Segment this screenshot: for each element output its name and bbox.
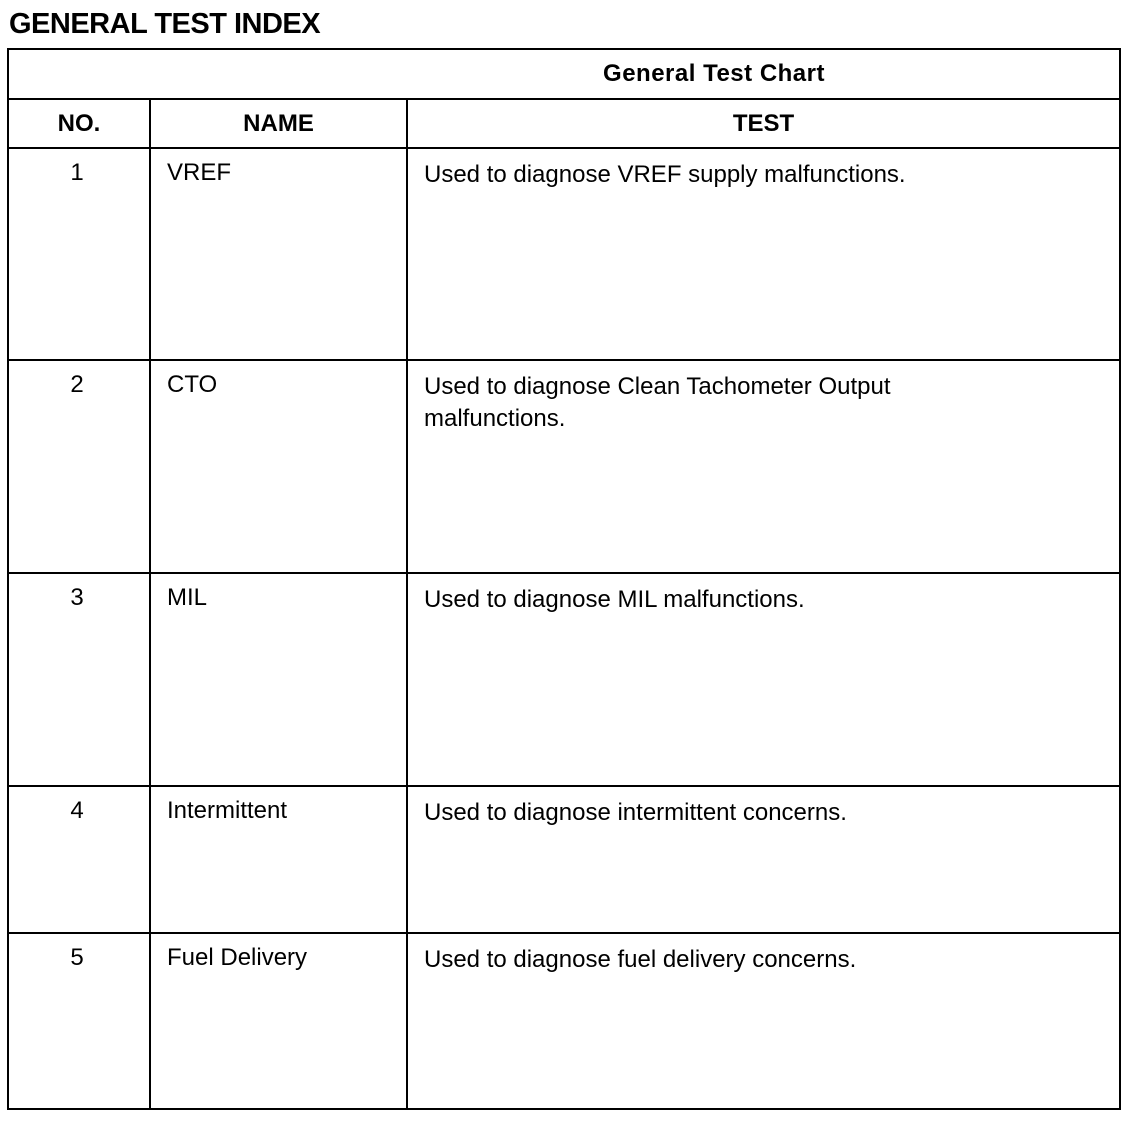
row-test: Used to diagnose fuel delivery concerns.: [407, 933, 1120, 1109]
row-test: Used to diagnose VREF supply malfunctions.: [407, 148, 1120, 360]
row-name: MIL: [150, 573, 407, 786]
table-caption-row: [8, 49, 1120, 99]
table-caption: General Test Chart: [8, 49, 1120, 99]
row-test: Used to diagnose intermittent concerns.: [407, 786, 1120, 933]
column-header-test: TEST: [407, 99, 1120, 148]
table-row: [8, 933, 1120, 1109]
row-name: CTO: [150, 360, 407, 573]
table-row: [8, 573, 1120, 786]
table-row: [8, 360, 1120, 573]
row-number: 3: [8, 573, 150, 786]
table-row: [8, 786, 1120, 933]
table-row: [8, 148, 1120, 360]
row-name: VREF: [150, 148, 407, 360]
column-header-no: NO.: [8, 99, 150, 148]
row-number: 4: [8, 786, 150, 933]
row-number: 1: [8, 148, 150, 360]
page-title: GENERAL TEST INDEX: [9, 8, 321, 40]
row-test: Used to diagnose MIL malfunctions.: [407, 573, 1120, 786]
row-name: Intermittent: [150, 786, 407, 933]
row-test: Used to diagnose Clean Tachometer Output malfunctions.: [407, 360, 1120, 573]
column-header-name: NAME: [150, 99, 407, 148]
table-header-row: [8, 99, 1120, 148]
row-number: 2: [8, 360, 150, 573]
row-number: 5: [8, 933, 150, 1109]
row-name: Fuel Delivery: [150, 933, 407, 1109]
general-test-table: [7, 48, 1121, 1110]
